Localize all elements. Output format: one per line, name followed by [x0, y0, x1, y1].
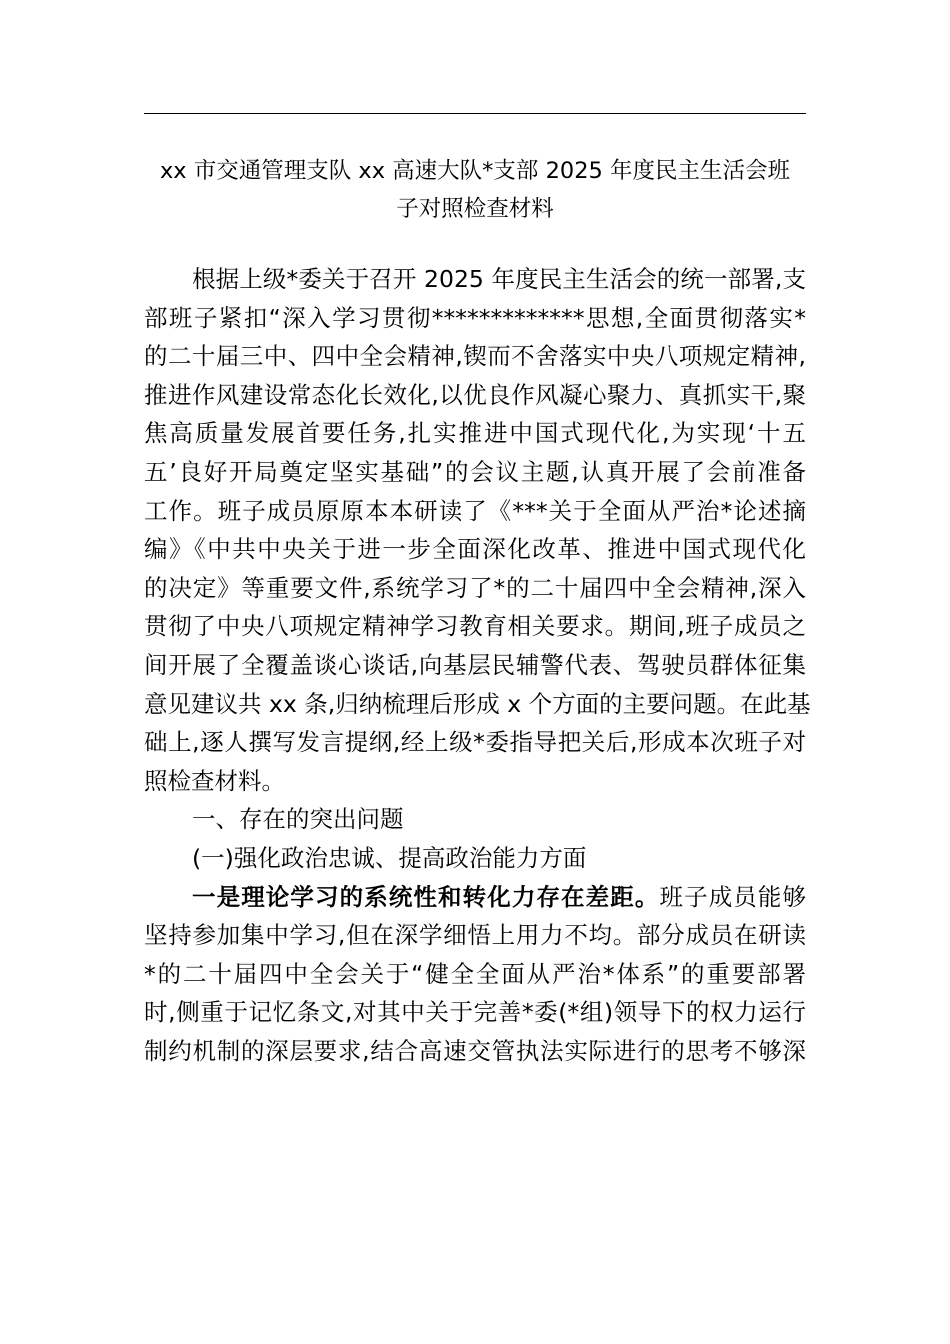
paragraph-line: 部班子紧扣“深入学习贯彻*************思想,全面贯彻落实*: [144, 303, 806, 332]
paragraph-line: 工作。班子成员原原本本研读了《***关于全面从严治*论述摘: [144, 496, 806, 525]
paragraph-line: 贯彻了中央八项规定精神学习教育相关要求。期间,班子成员之: [144, 612, 806, 641]
paragraph-line: 五’良好开局奠定坚实基础”的会议主题,认真开展了会前准备: [144, 457, 806, 486]
paragraph-line: 意见建议共 xx 条,归纳梳理后形成 x 个方面的主要问题。在此基: [144, 689, 811, 718]
paragraph-line: 推进作风建设常态化长效化,以优良作风凝心聚力、真抓实干,聚: [144, 380, 806, 409]
paragraph-line: 的决定》等重要文件,系统学习了*的二十届四中全会精神,深入: [144, 573, 806, 602]
document-body: [144, 260, 811, 1070]
document-title: [144, 152, 806, 228]
point-lead: 一是理论学习的系统性和转化力存在差距。: [192, 882, 660, 911]
intro-paragraph: [144, 260, 811, 800]
point-paragraph: [144, 878, 806, 1071]
title-line-2: 子对照检查材料: [396, 196, 554, 222]
paragraph-line: 坚持参加集中学习,但在深学细悟上用力不均。部分成员在研读: [144, 921, 806, 950]
point-text: 班子成员能够: [659, 882, 807, 911]
paragraph-line: 间开展了全覆盖谈心谈话,向基层民辅警代表、驾驶员群体征集: [144, 650, 806, 679]
paragraph-line: *的二十届四中全会关于“健全全面从严治*体系”的重要部署: [144, 959, 806, 988]
paragraph-line: 焦高质量发展首要任务,扎实推进中国式现代化,为实现‘十五: [144, 419, 806, 448]
header-rule: [144, 113, 806, 114]
paragraph-line: 的二十届三中、四中全会精神,锲而不舍落实中央八项规定精神,: [144, 342, 806, 371]
paragraph-line: 编》《中共中央关于进一步全面深化改革、推进中国式现代化: [144, 535, 806, 564]
section-heading: 一、存在的突出问题: [192, 805, 404, 834]
paragraph-line: 照检查材料。: [144, 766, 285, 795]
paragraph-line: 时,侧重于记忆条文,对其中关于完善*委(*组)领导下的权力运行: [144, 998, 806, 1027]
subsection-heading: (一)强化政治忠诚、提高政治能力方面: [192, 843, 587, 872]
title-line-1: xx 市交通管理支队 xx 高速大队*支部 2025 年度民主生活会班: [159, 158, 791, 184]
paragraph-line: 础上,逐人撰写发言提纲,经上级*委指导把关后,形成本次班子对: [144, 728, 806, 757]
paragraph-line: [144, 878, 806, 917]
paragraph-line: 制约机制的深层要求,结合高速交管执法实际进行的思考不够深: [144, 1036, 806, 1065]
paragraph-line: 根据上级*委关于召开 2025 年度民主生活会的统一部署,支: [192, 265, 806, 293]
